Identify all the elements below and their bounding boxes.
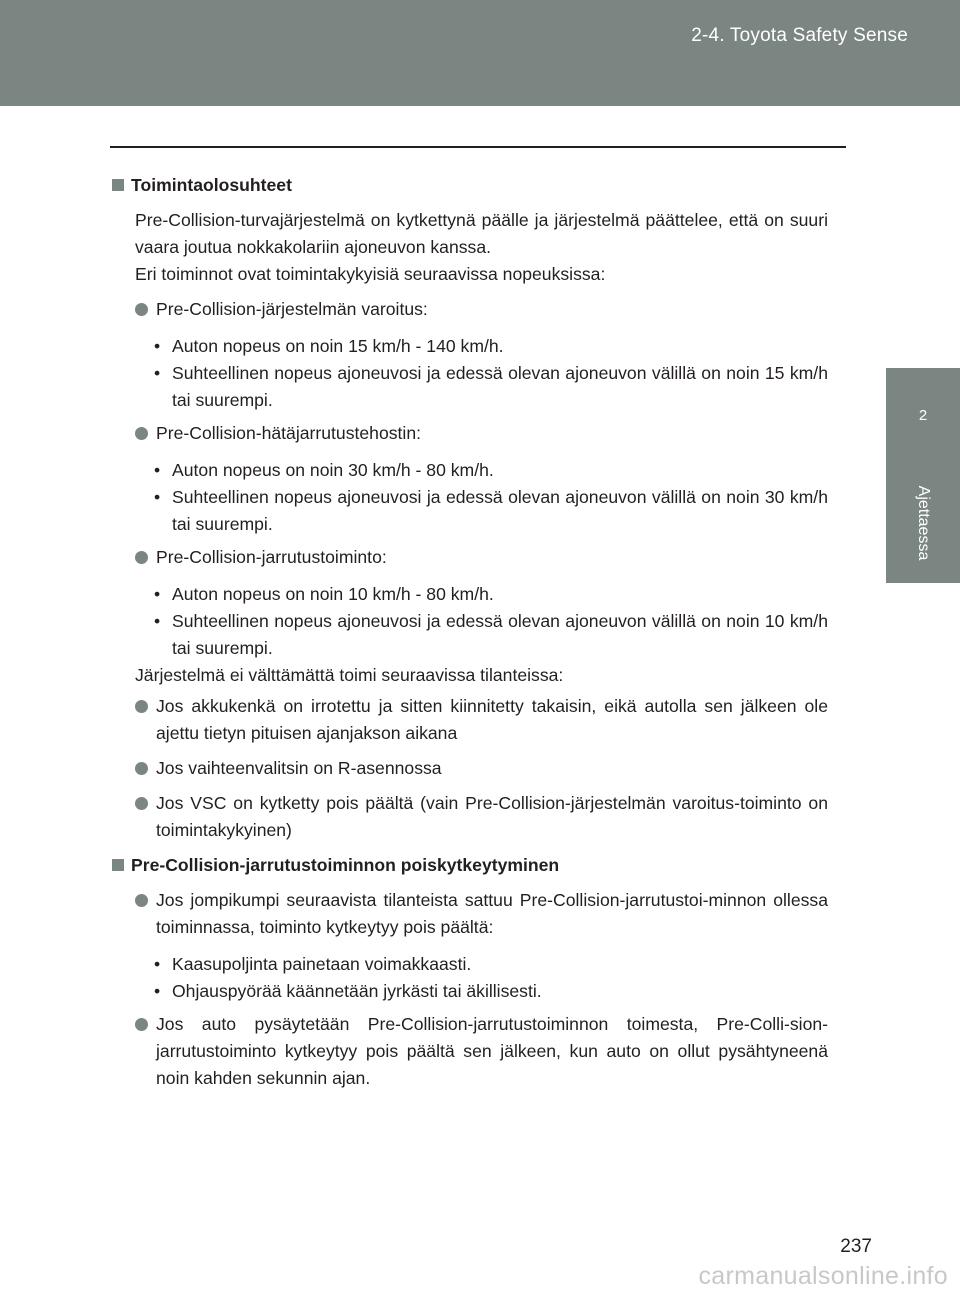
section-title: 2-4. Toyota Safety Sense xyxy=(691,25,908,46)
circle-bullet-icon xyxy=(135,1018,148,1031)
circle-bullet-icon xyxy=(135,303,148,316)
square-bullet-icon xyxy=(112,859,124,871)
chapter-label: Ajettaessa xyxy=(915,485,932,561)
circle-bullet-icon xyxy=(135,762,148,775)
circle-bullet-icon xyxy=(135,894,148,907)
watermark: carmanualsonline.info xyxy=(698,1262,948,1290)
sub-bullet: • Suhteellinen nopeus ajoneuvosi ja edessä olevan ajoneuvon välillä on noin 10 km/h tai suurempi. xyxy=(154,611,828,658)
list-item: Jos akkukenkä on irrotettu ja sitten kiinnitetty takaisin, eikä autolla sen jälkeen ole ajettu tietyn pituisen ajanjakson aikana xyxy=(112,693,828,747)
sub-bullet: • Suhteellinen nopeus ajoneuvosi ja edessä olevan ajoneuvon välillä on noin 30 km/h tai suurempi. xyxy=(154,487,828,534)
circle-bullet-icon xyxy=(135,427,148,440)
circle-bullet-icon xyxy=(135,797,148,810)
intro-paragraph: Pre-Collision-turvajärjestelmä on kytkettynä päälle ja järjestelmä päättelee, että on suuri vaara joutua nokkakolariin ajoneuvon kanssa. xyxy=(135,210,828,257)
header-rule xyxy=(110,146,846,148)
page-content xyxy=(112,172,828,1092)
list-item: Jos vaihteenvalitsin on R-asennossa xyxy=(112,755,828,782)
sub-bullet: • Auton nopeus on noin 15 km/h - 140 km/h. xyxy=(154,336,504,356)
sub-bullet: • Kaasupoljinta painetaan voimakkaasti. xyxy=(154,954,472,974)
header-band xyxy=(0,0,960,106)
list-item: Jos auto pysäytetään Pre-Collision-jarrutustoiminnon toimesta, Pre-Colli-sion-jarrutustoiminto kytkeytyy pois päältä sen jälkeen, kun auto on ollut pysähtyneenä noin kahden sekunnin ajan. xyxy=(112,1011,828,1092)
list-item: Pre-Collision-jarrutustoiminto: xyxy=(112,544,828,571)
circle-bullet-icon xyxy=(135,700,148,713)
sub-bullet: • Auton nopeus on noin 10 km/h - 80 km/h. xyxy=(154,584,494,604)
list-item: Jos jompikumpi seuraavista tilanteista sattuu Pre-Collision-jarrutustoi-minnon ollessa toiminnassa, toiminto kytkeytyy pois päältä: xyxy=(112,887,828,941)
chapter-label-box xyxy=(886,463,960,583)
not-working-intro: Järjestelmä ei välttämättä toimi seuraavissa tilanteissa: xyxy=(135,665,564,685)
list-item: Jos VSC on kytketty pois päältä (vain Pre-Collision-järjestelmän varoitus-toiminto on toimintakykyinen) xyxy=(112,790,828,844)
section-heading-conditions: Toimintaolosuhteet xyxy=(112,172,828,199)
circle-bullet-icon xyxy=(135,551,148,564)
chapter-number: 2 xyxy=(886,368,960,463)
list-item: Pre-Collision-hätäjarrutustehostin: xyxy=(112,420,828,447)
sub-bullet: • Ohjauspyörää käännetään jyrkästi tai äkillisesti. xyxy=(154,981,542,1001)
sub-bullet: • Auton nopeus on noin 30 km/h - 80 km/h. xyxy=(154,460,494,480)
section-heading-deactivation: Pre-Collision-jarrutustoiminnon poiskytkeytyminen xyxy=(112,852,828,879)
square-bullet-icon xyxy=(112,179,124,191)
chapter-tab xyxy=(886,368,960,583)
page-number: 237 xyxy=(840,1236,872,1257)
intro-paragraph-2: Eri toiminnot ovat toimintakykyisiä seuraavissa nopeuksissa: xyxy=(135,264,606,284)
list-item: Pre-Collision-järjestelmän varoitus: xyxy=(112,296,828,323)
sub-bullet: • Suhteellinen nopeus ajoneuvosi ja edessä olevan ajoneuvon välillä on noin 15 km/h tai suurempi. xyxy=(154,363,828,410)
